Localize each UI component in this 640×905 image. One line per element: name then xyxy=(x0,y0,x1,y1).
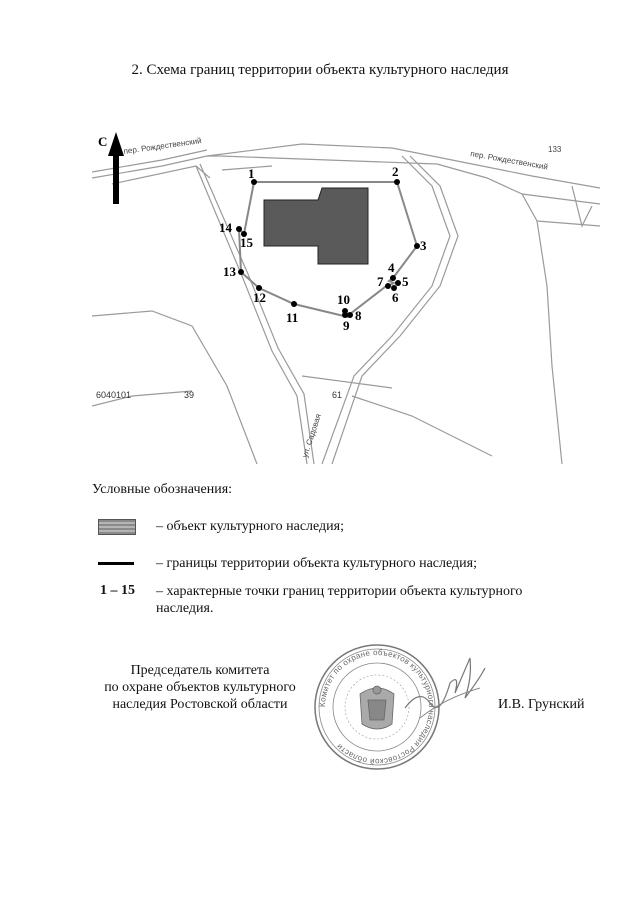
document-title: 2. Схема границ территории объекта культурного наследия xyxy=(131,62,509,78)
house-number: 133 xyxy=(548,145,562,154)
signatory-title-line2: по охране объектов культурного xyxy=(104,680,296,695)
boundary-point-5 xyxy=(395,280,401,286)
legend-object-text: – объект культурного наследия; xyxy=(156,519,344,534)
point-label-11: 11 xyxy=(286,310,299,325)
street-label-rozhdestvensky-2: пер. Рождественский xyxy=(469,149,549,172)
boundary-point-7 xyxy=(385,283,391,289)
boundary-point-11 xyxy=(291,301,297,307)
handwritten-signature xyxy=(400,648,490,728)
legend-boundary-swatch xyxy=(98,562,134,565)
boundary-map xyxy=(92,126,600,464)
point-label-12: 12 xyxy=(253,290,266,305)
heritage-object-building xyxy=(264,188,368,264)
point-label-9: 9 xyxy=(343,318,350,333)
point-label-1: 1 xyxy=(248,166,255,181)
point-label-14: 14 xyxy=(219,220,232,235)
point-label-13: 13 xyxy=(223,264,236,279)
point-label-8: 8 xyxy=(355,308,362,323)
point-label-5: 5 xyxy=(402,274,409,289)
legend-object-swatch xyxy=(98,519,136,535)
point-label-10: 10 xyxy=(337,292,350,307)
cadastral-number: 6040101 xyxy=(96,390,132,400)
compass-letter: С xyxy=(98,134,108,149)
point-label-15: 15 xyxy=(240,235,253,250)
legend-points-label: 1 – 15 xyxy=(100,583,135,598)
boundary-point-14 xyxy=(236,226,242,232)
signatory-title-line1: Председатель комитета xyxy=(130,663,270,678)
boundary-point-10 xyxy=(342,308,348,314)
legend-points-text: – характерные точки границ территории объекта культурного наследия. xyxy=(156,584,523,616)
boundary-point-2 xyxy=(394,179,400,185)
svg-text:Комитет по охране объектов кул: Комитет по охране объектов культурного наследия Ростовской области xyxy=(317,647,437,767)
signatory-title xyxy=(90,662,310,713)
street-label-rozhdestvensky: пер. Рождественский xyxy=(123,136,203,156)
signer-name: И.В. Грунский xyxy=(498,697,585,712)
parcel-label-39: 39 xyxy=(184,390,195,400)
point-label-4: 4 xyxy=(388,260,395,275)
point-label-2: 2 xyxy=(392,164,399,179)
boundary-point-4 xyxy=(390,275,396,281)
street-label-sadovaya: ул. Садовая xyxy=(300,412,323,459)
point-label-3: 3 xyxy=(420,238,427,253)
legend-boundary-text: – границы территории объекта культурного наследия; xyxy=(156,556,477,571)
boundary-point-13 xyxy=(238,269,244,275)
parcel-label-61: 61 xyxy=(332,390,343,400)
legend-heading: Условные обозначения: xyxy=(92,482,233,497)
signatory-title-line3: наследия Ростовской области xyxy=(112,697,288,712)
north-arrow xyxy=(98,132,124,204)
point-label-7: 7 xyxy=(377,274,384,289)
point-label-6: 6 xyxy=(392,290,399,305)
